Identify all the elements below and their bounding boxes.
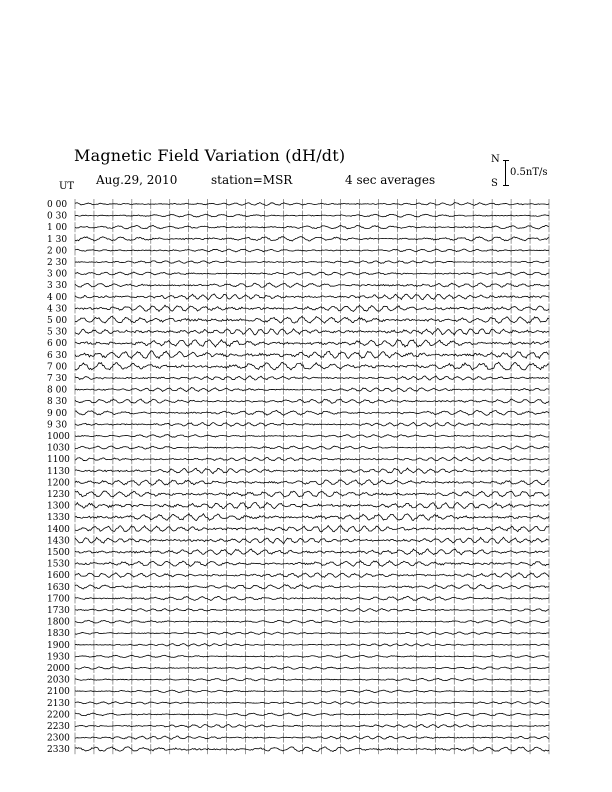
row-label: 0 30 [47, 211, 68, 222]
trace-1730 [75, 609, 549, 612]
row-label: 1530 [47, 559, 70, 570]
trace-2300 [75, 736, 549, 739]
trace-1030 [75, 446, 549, 449]
trace-1430 [75, 537, 549, 543]
trace-1630 [75, 585, 549, 590]
row-label: 1400 [47, 524, 70, 535]
row-label: 2100 [47, 687, 70, 698]
row-label: 1800 [47, 617, 70, 628]
row-label: 1030 [47, 443, 70, 454]
trace-1600 [75, 573, 549, 578]
trace-100 [75, 225, 549, 229]
row-label: 3 00 [47, 269, 68, 280]
trace-1100 [75, 457, 549, 461]
trace-400 [75, 294, 549, 300]
row-label: 2230 [47, 722, 70, 732]
row-label: 2300 [47, 733, 70, 744]
trace-1000 [75, 435, 549, 438]
trace-2130 [75, 702, 549, 704]
ut-axis-label: UT [59, 181, 75, 192]
row-label: 2 30 [47, 258, 68, 268]
row-label: 8 30 [47, 397, 68, 408]
scale-value-label: 0.5nT/s [510, 167, 548, 178]
row-label: 1330 [47, 513, 70, 524]
trace-000 [75, 203, 549, 206]
station-label: station=MSR [211, 173, 293, 187]
trace-730 [75, 376, 549, 380]
row-label: 1230 [47, 490, 70, 500]
trace-630 [75, 351, 549, 359]
trace-1230 [75, 491, 549, 497]
trace-1500 [75, 549, 549, 555]
row-label: 2030 [47, 675, 70, 686]
row-label: 7 30 [47, 374, 68, 384]
row-label: 1 30 [47, 234, 68, 245]
trace-2330 [75, 747, 549, 752]
chart-title: Magnetic Field Variation (dH/dt) [74, 146, 346, 165]
row-label: 7 00 [47, 362, 68, 373]
row-label: 9 30 [47, 420, 68, 431]
row-label: 9 00 [47, 408, 68, 419]
trace-700 [75, 362, 549, 370]
row-label: 1100 [47, 455, 70, 466]
trace-1900 [75, 644, 549, 646]
scale-south-label: S [491, 178, 498, 189]
trace-1200 [75, 479, 549, 485]
trace-2200 [75, 713, 549, 716]
trace-1930 [75, 655, 549, 658]
trace-230 [75, 261, 549, 264]
trace-1530 [75, 561, 549, 567]
trace-500 [75, 316, 549, 323]
row-label: 5 30 [47, 327, 68, 338]
row-label: 1600 [47, 571, 70, 582]
row-label: 1930 [47, 652, 70, 663]
trace-1830 [75, 632, 549, 634]
row-label: 4 30 [47, 304, 68, 315]
row-label: 6 30 [47, 350, 68, 361]
row-label: 2200 [47, 710, 70, 721]
trace-130 [75, 237, 549, 241]
row-label: 1900 [47, 640, 70, 651]
row-label: 8 00 [47, 385, 68, 396]
row-label: 1430 [47, 536, 70, 547]
trace-030 [75, 214, 549, 217]
row-label: 1300 [47, 501, 70, 512]
row-label: 1730 [47, 606, 70, 616]
averaging-label: 4 sec averages [345, 173, 436, 187]
trace-1700 [75, 596, 549, 600]
trace-2230 [75, 724, 549, 727]
scale-north-label: N [491, 154, 500, 165]
row-label: 6 00 [47, 339, 68, 350]
trace-1130 [75, 468, 549, 473]
trace-530 [75, 329, 549, 335]
row-label: 3 30 [47, 281, 68, 292]
trace-830 [75, 399, 549, 403]
row-label: 1700 [47, 594, 70, 605]
row-label: 1630 [47, 582, 70, 593]
trace-600 [75, 340, 549, 347]
trace-330 [75, 283, 549, 287]
trace-2030 [75, 678, 549, 680]
trace-1400 [75, 526, 549, 532]
trace-1330 [75, 514, 549, 521]
trace-300 [75, 272, 549, 275]
row-label: 2 00 [47, 246, 68, 257]
row-label: 1 00 [47, 223, 68, 234]
date-label: Aug.29, 2010 [96, 173, 178, 187]
trace-1800 [75, 620, 549, 623]
trace-1300 [75, 503, 549, 509]
trace-430 [75, 305, 549, 311]
trace-2100 [75, 690, 549, 693]
trace-2000 [75, 667, 549, 669]
row-label: 1500 [47, 548, 70, 558]
row-label: 2130 [47, 698, 70, 709]
row-label: 1200 [47, 478, 70, 489]
row-label: 1130 [47, 466, 70, 477]
row-label: 2330 [47, 745, 70, 756]
row-label: 4 00 [47, 292, 68, 303]
trace-900 [75, 410, 549, 415]
row-label: 5 00 [47, 316, 68, 326]
row-label: 2000 [47, 664, 70, 674]
trace-200 [75, 249, 549, 252]
trace-930 [75, 422, 549, 426]
row-label: 0 00 [47, 200, 68, 210]
trace-800 [75, 388, 549, 392]
row-label: 1830 [47, 629, 70, 640]
row-label: 1000 [47, 432, 70, 442]
